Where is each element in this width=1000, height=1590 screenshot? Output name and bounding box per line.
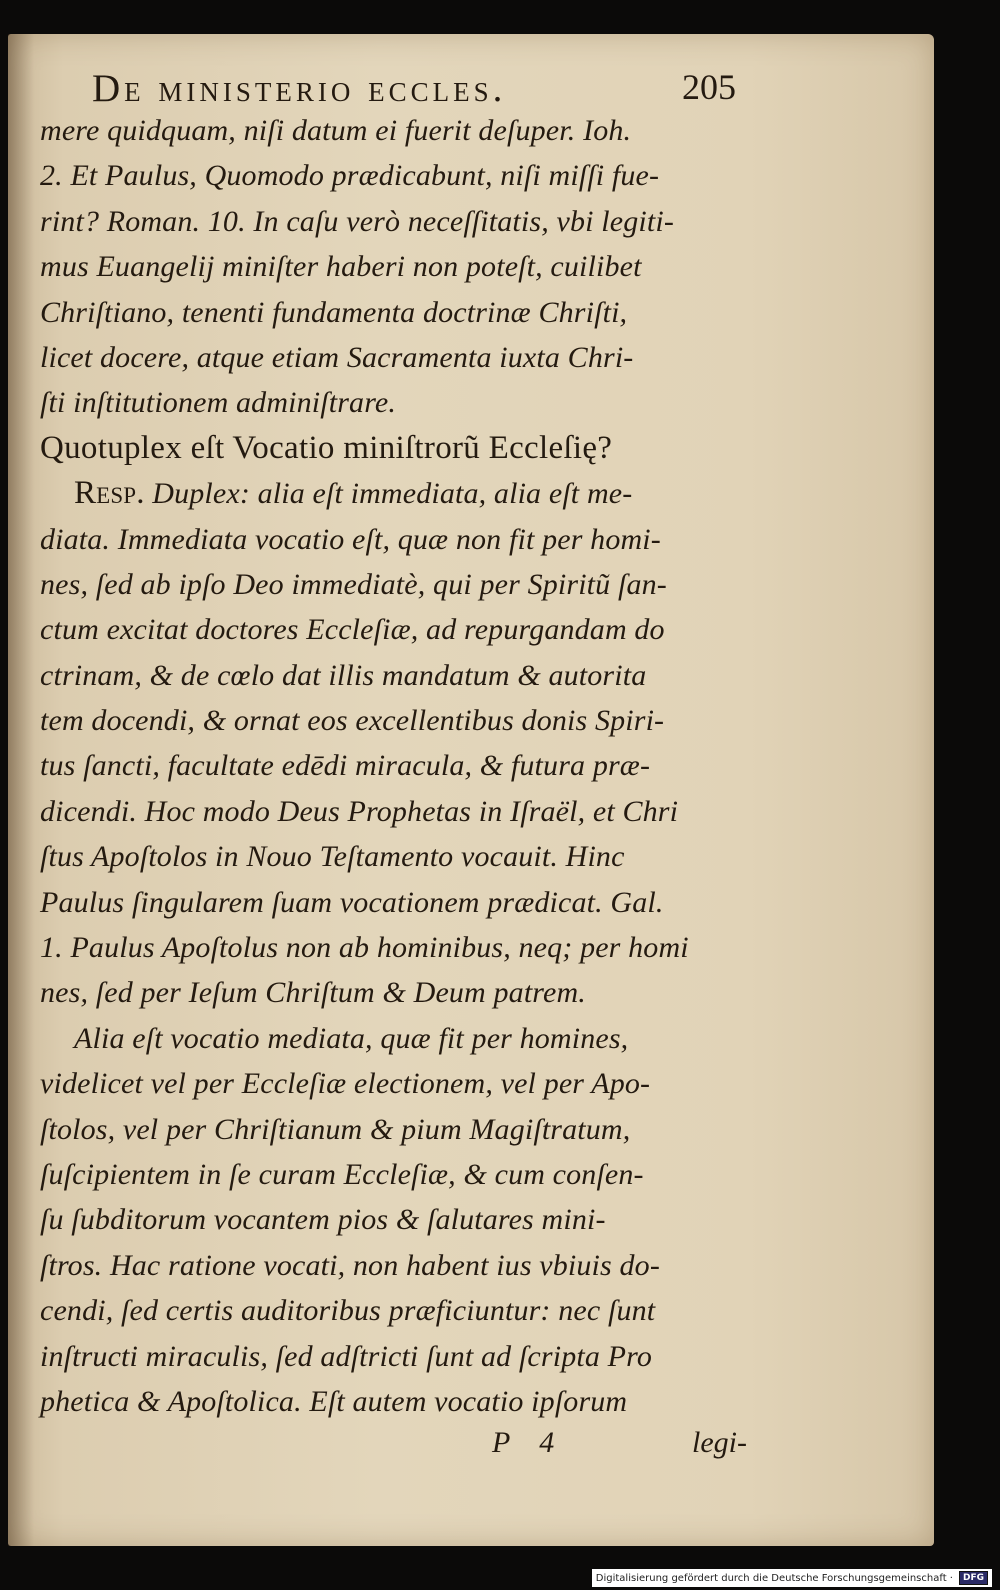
text-line-content: Paulus ſingularem ſuam vocationem prædicat. Gal. (40, 885, 664, 919)
text-line (40, 925, 740, 970)
text-line (40, 1334, 740, 1379)
text-line-content: Quotuplex eſt Vocatio miniſtrorũ Eccleſię? (40, 429, 613, 466)
text-line-content: ſti inſtitutionem adminiſtrare. (40, 386, 397, 420)
text-line-content: cendi, ſed certis auditoribus præficiuntur: nec ſunt (40, 1294, 656, 1328)
text-line (40, 471, 740, 516)
text-line (40, 834, 740, 879)
text-line (40, 108, 740, 153)
text-line-content: rint? Roman. 10. In caſu verò neceſſitatis, vbi legiti- (40, 204, 674, 238)
running-title: De ministerio eccles. (92, 67, 507, 110)
text-line-content: 2. Et Paulus, Quomodo prædicabunt, niſi miſſi fue- (40, 159, 660, 193)
text-line-content: videlicet vel per Eccleſiæ electionem, vel per Apo- (40, 1067, 651, 1101)
page-footer (40, 1424, 747, 1466)
text-line (40, 880, 740, 925)
text-line-content: tus ſancti, facultate edēdi miracula, & futura præ- (40, 749, 651, 783)
text-line (40, 562, 740, 607)
text-line-content: ſtros. Hac ratione vocati, non habent ius vbiuis do- (40, 1248, 660, 1282)
body-text (40, 108, 740, 1424)
catchword: legi- (692, 1426, 747, 1460)
text-line-content: ctrinam, & de cœlo dat illis mandatum & autorita (40, 658, 647, 692)
text-line-content: dicendi. Hoc modo Deus Prophetas in Iſraël, et Chri (40, 794, 679, 828)
text-line (40, 380, 740, 425)
text-line (40, 1243, 740, 1288)
text-line (40, 244, 740, 289)
text-line (40, 1379, 740, 1424)
text-line-content: mere quidquam, niſi datum ei fuerit deſuper. Ioh. (40, 114, 632, 147)
digitization-credit-text: Digitalisierung gefördert durch die Deutsche Forschungsgemeinschaft · (595, 1572, 953, 1584)
text-line (40, 1152, 740, 1197)
book-page (8, 34, 934, 1546)
text-line (40, 290, 740, 335)
text-line-content: inſtructi miraculis, ſed adſtricti ſunt ad ſcripta Pro (40, 1339, 652, 1373)
text-line (40, 743, 740, 788)
text-line (40, 698, 740, 743)
text-line (40, 517, 740, 562)
text-line-content: nes, ſed per Ieſum Chriſtum & Deum patrem. (40, 976, 586, 1010)
text-line (40, 1197, 740, 1242)
text-line-content: licet docere, atque etiam Sacramenta iuxta Chri- (40, 340, 634, 374)
text-line-content: mus Euangelij miniſter haberi non poteſt, cuilibet (40, 250, 642, 284)
text-line-content: 1. Paulus Apoſtolus non ab hominibus, neq; per homi (40, 931, 689, 965)
text-line (40, 426, 740, 471)
text-line (40, 789, 740, 834)
text-line (40, 1288, 740, 1333)
text-line (40, 153, 740, 198)
text-line (40, 607, 740, 652)
page-text-block (40, 56, 747, 1466)
page-number: 205 (682, 67, 736, 107)
response-label: Resp. (74, 475, 145, 512)
text-line-content: Alia eſt vocatio mediata, quæ fit per homines, (74, 1021, 629, 1055)
text-line-content: diata. Immediata vocatio eſt, quæ non fit per homi- (40, 522, 661, 556)
digitization-credit-bar (592, 1569, 992, 1587)
text-line-content: ſtolos, vel per Chriſtianum & pium Magiſtratum, (40, 1112, 631, 1146)
text-line-content: nes, ſed ab ipſo Deo immediatè, qui per Spiritũ ſan- (40, 567, 667, 601)
text-line (40, 335, 740, 380)
text-line (40, 1061, 740, 1106)
dfg-logo: DFG (959, 1571, 988, 1585)
text-line-content: ctum excitat doctores Eccleſiæ, ad repurgandam do (40, 613, 665, 647)
text-line-content: ſu ſubditorum vocantem pios & ſalutares mini- (40, 1203, 606, 1237)
text-line (40, 1107, 740, 1152)
text-line-content: ſtus Apoſtolos in Nouo Teſtamento vocauit. Hinc (40, 840, 625, 874)
text-line-content: phetica & Apoſtolica. Eſt autem vocatio ipſorum (40, 1384, 628, 1418)
text-line (40, 1016, 740, 1061)
text-line (40, 970, 740, 1015)
text-line-content: tem docendi, & ornat eos excellentibus donis Spiri- (40, 704, 665, 738)
text-line-content: ſuſcipientem in ſe curam Eccleſiæ, & cum conſen- (40, 1157, 644, 1191)
signature-mark: P 4 (492, 1426, 555, 1460)
text-line-content: Chriſtiano, tenenti fundamenta doctrinæ Chriſti, (40, 295, 628, 329)
running-head (40, 56, 740, 108)
text-line-content: Duplex: alia eſt immediata, alia eſt me- (144, 477, 633, 511)
text-line (40, 199, 740, 244)
gutter-shadow (8, 34, 34, 1546)
text-line (40, 653, 740, 698)
